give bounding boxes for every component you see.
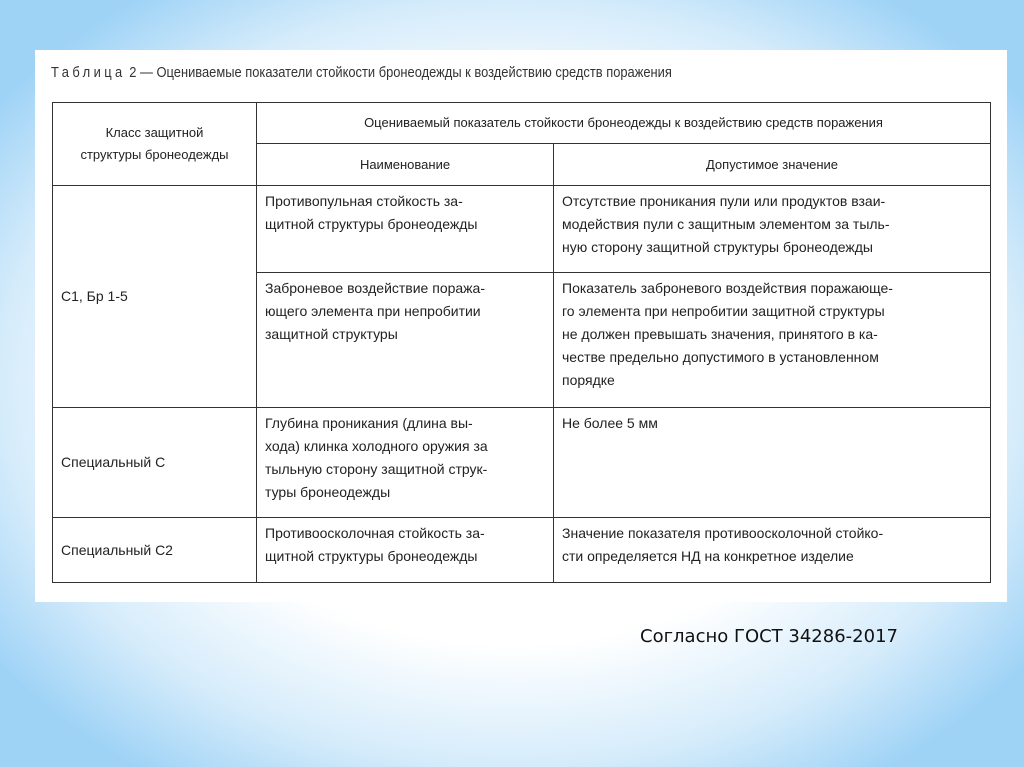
cell-name: Противоосколочная стойкость за- щитной структуры бронеодежды — [257, 518, 554, 583]
cell-value: Не более 5 мм — [554, 408, 991, 518]
table-row — [53, 408, 991, 518]
cell-class: Специальный С — [53, 408, 257, 518]
armor-resistance-table — [52, 102, 991, 583]
cell-value: Отсутствие проникания пули или продуктов взаи- модействия пули с защитным элементом за тыль- ную сторону защитной структуры бронеодежды — [554, 186, 991, 273]
cell-name: Противопульная стойкость за- щитной структуры бронеодежды — [257, 186, 554, 273]
source-caption: Согласно ГОСТ 34286-2017 — [640, 626, 898, 647]
table-row — [53, 186, 991, 273]
table-title — [51, 64, 672, 81]
table-title-text: 2 — Оцениваемые показатели стойкости бронеодежды к воздействию средств поражения — [125, 64, 672, 81]
cell-value: Показатель заброневого воздействия поражающе- го элемента при непробитии защитной структуры не должен превышать значения, принятого в ка- честве предельно допустимого в установленном порядке — [554, 273, 991, 408]
cell-class: С1, Бр 1-5 — [53, 186, 257, 408]
cell-name: Заброневое воздействие поража- ющего элемента при непробитии защитной структуры — [257, 273, 554, 408]
header-name: Наименование — [257, 144, 554, 186]
table-image — [35, 50, 1007, 602]
table-title-prefix: Таблица — [51, 64, 126, 81]
header-value: Допустимое значение — [554, 144, 991, 186]
header-group: Оцениваемый показатель стойкости бронеодежды к воздействию средств поражения — [257, 103, 991, 144]
header-class: Класс защитной структуры бронеодежды — [53, 103, 257, 186]
cell-name: Глубина проникания (длина вы- хода) клинка холодного оружия за тыльную сторону защитной струк- туры бронеодежды — [257, 408, 554, 518]
cell-value: Значение показателя противоосколочной стойко- сти определяется НД на конкретное изделие — [554, 518, 991, 583]
cell-class: Специальный С2 — [53, 518, 257, 583]
table-row — [53, 518, 991, 583]
